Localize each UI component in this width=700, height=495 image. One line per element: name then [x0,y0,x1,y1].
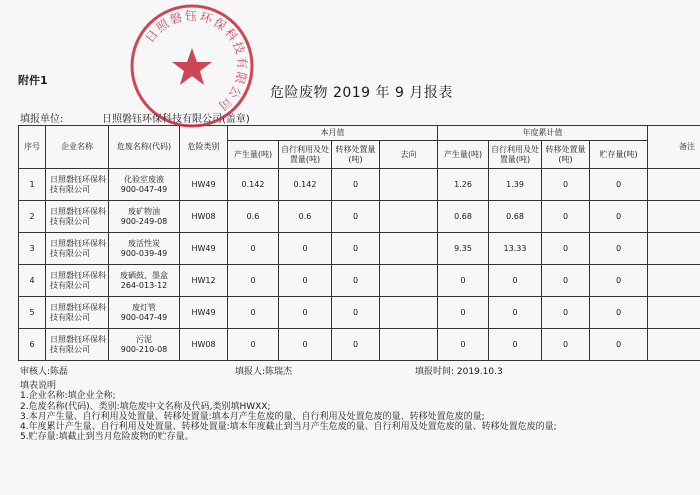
header-self-use: 自行利用及处置量(吨) [279,141,332,169]
cell-waste-name [109,297,180,329]
cell-year-produced: 0 [438,265,489,297]
cell-transfer: 0 [332,169,380,201]
cell-transfer: 0 [332,201,380,233]
waste-name: 废灯管 [132,302,156,312]
cell-year-self-use: 0.68 [489,201,542,233]
waste-code: 900-039-49 [120,248,168,258]
header-category: 危险类别 [180,126,228,169]
header-storage: 贮存量(吨) [590,141,648,169]
waste-code: 900-210-08 [120,344,168,354]
cell-waste-name [109,233,180,265]
cell-destination [380,329,438,361]
cell-year-transfer: 0 [542,233,590,265]
cell-waste-name [109,329,180,361]
header-transfer: 转移处置量(吨) [332,141,380,169]
cell-year-produced: 0.68 [438,201,489,233]
cell-remark [648,297,700,329]
cell-company: 日照磐钰环保科技有限公司 [46,201,109,233]
header-year-produced: 产生量(吨) [438,141,489,169]
cell-company: 日照磐钰环保科技有限公司 [46,169,109,201]
header-destination: 去向 [380,141,438,169]
header-month-group: 本月值 [228,126,438,141]
cell-destination [380,201,438,233]
cell-year-self-use: 13.33 [489,233,542,265]
page-title: 危险废物 2019 年 9 月报表 [270,85,453,101]
waste-name: 污泥 [136,334,152,344]
header-year-group: 年度累计值 [438,126,648,141]
cell-category: HW12 [180,265,228,297]
cell-storage: 0 [590,329,648,361]
header-year-self-use: 自行利用及处置量(吨) [489,141,542,169]
cell-destination [380,233,438,265]
note-item: 4.年度累计产生量、自行利用及处置量、转移处置量:填本年度截止到当月产生危废的量、自行利用及处置危废的量、转移处置危废的量; [20,422,557,433]
cell-seq: 3 [19,233,46,265]
header-seq: 序号 [19,126,46,169]
cell-produced: 0.142 [228,169,279,201]
cell-year-produced: 1.26 [438,169,489,201]
waste-code: 900-249-08 [120,216,168,226]
cell-year-self-use: 0 [489,265,542,297]
cell-year-transfer: 0 [542,265,590,297]
cell-year-produced: 9.35 [438,233,489,265]
cell-seq: 4 [19,265,46,297]
cell-seq: 1 [19,169,46,201]
seal-star-icon [172,48,212,85]
cell-produced: 0 [228,265,279,297]
cell-category: HW08 [180,201,228,233]
header-company: 企业名称 [46,126,109,169]
cell-self-use: 0.142 [279,169,332,201]
fill-instructions [20,381,557,443]
cell-year-transfer: 0 [542,329,590,361]
waste-name: 废矿物油 [128,206,160,216]
cell-company: 日照磐钰环保科技有限公司 [46,233,109,265]
waste-code: 264-013-12 [120,280,168,290]
cell-seq: 5 [19,297,46,329]
cell-destination [380,297,438,329]
cell-produced: 0 [228,233,279,265]
waste-code: 900-047-49 [120,184,168,194]
header-year-transfer: 转移处置量(吨) [542,141,590,169]
cell-year-produced: 0 [438,329,489,361]
cell-waste-name [109,201,180,233]
fill-date-label: 填报时间: 2019.10.3 [415,367,503,377]
cell-remark [648,265,700,297]
cell-seq: 6 [19,329,46,361]
cell-remark [648,329,700,361]
header-produced: 产生量(吨) [228,141,279,169]
fill-unit-label: 填报单位: [20,114,64,125]
fill-unit-value: 日照磐钰环保科技有限公司(盖章) [98,110,254,126]
cell-remark [648,201,700,233]
cell-seq: 2 [19,201,46,233]
waste-name: 废活性炭 [128,238,160,248]
note-item: 3.本月产生量、自行利用及处置量、转移处置量:填本月产生危废的量、自行利用及处置危废的量、转移处置危废的量; [20,411,485,422]
cell-storage: 0 [590,201,648,233]
table-row [19,297,700,329]
cell-remark [648,233,700,265]
svg-text:日照磐钰环保科技有限公司 [143,9,250,115]
table-row [19,201,700,233]
seal-text: 日照磐钰环保科技有限公司 [142,8,250,115]
note-item: 5.贮存量:填截止到当月危险废物的贮存量。 [20,432,194,443]
cell-self-use: 0 [279,329,332,361]
header-remark: 备注 [648,126,700,169]
cell-self-use: 0 [279,233,332,265]
cell-company: 日照磐钰环保科技有限公司 [46,329,109,361]
waste-code: 900-047-49 [120,312,168,322]
header-waste-name: 危废名称(代码) [109,126,180,169]
cell-storage: 0 [590,265,648,297]
cell-year-transfer: 0 [542,169,590,201]
cell-destination [380,265,438,297]
cell-storage: 0 [590,169,648,201]
cell-produced: 0 [228,329,279,361]
note-item: 2.危废名称(代码)、类别:填危废中文名称及代码,类别填HWXX; [20,401,271,412]
attachment-label: 附件1 [18,74,48,87]
waste-name: 废硒鼓、墨盒 [120,270,168,280]
cell-produced: 0.6 [228,201,279,233]
filler-label: 填报人:陈瑞杰 [235,367,293,377]
cell-year-self-use: 0 [489,297,542,329]
notes-heading: 填表说明 [20,381,57,391]
cell-category: HW49 [180,233,228,265]
cell-year-self-use: 1.39 [489,169,542,201]
cell-company: 日照磐钰环保科技有限公司 [46,297,109,329]
cell-remark [648,169,700,201]
cell-storage: 0 [590,297,648,329]
cell-self-use: 0 [279,297,332,329]
note-item: 1.企业名称:填企业全称; [20,391,116,402]
cell-category: HW49 [180,169,228,201]
cell-transfer: 0 [332,233,380,265]
cell-year-produced: 0 [438,297,489,329]
cell-transfer: 0 [332,297,380,329]
table-row [19,329,700,361]
cell-category: HW49 [180,297,228,329]
reviewer-label: 审核人:陈磊 [20,367,69,377]
cell-storage: 0 [590,233,648,265]
cell-produced: 0 [228,297,279,329]
cell-year-transfer: 0 [542,297,590,329]
cell-category: HW08 [180,329,228,361]
cell-transfer: 0 [332,329,380,361]
table-row [19,169,700,201]
table-row [19,265,700,297]
cell-transfer: 0 [332,265,380,297]
cell-waste-name [109,169,180,201]
cell-year-self-use: 0 [489,329,542,361]
cell-waste-name [109,265,180,297]
cell-destination [380,169,438,201]
waste-report-table [18,125,700,361]
cell-company: 日照磐钰环保科技有限公司 [46,265,109,297]
cell-year-transfer: 0 [542,201,590,233]
cell-self-use: 0 [279,265,332,297]
table-row [19,233,700,265]
cell-self-use: 0.6 [279,201,332,233]
waste-name: 化验室废液 [124,174,164,184]
